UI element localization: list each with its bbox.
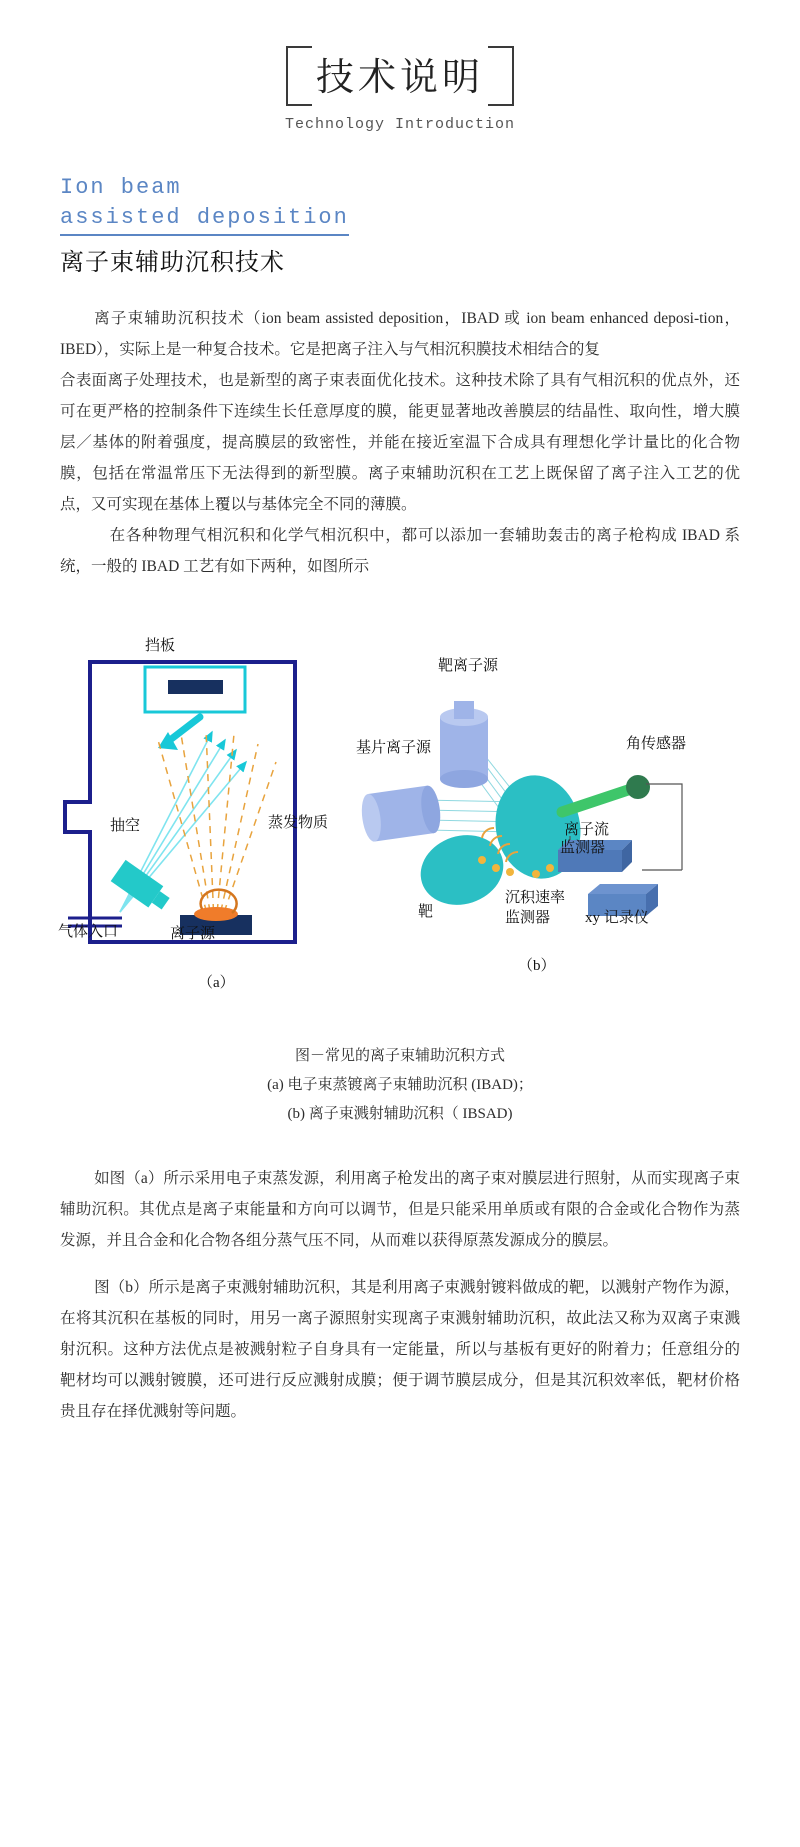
figure-ibad-diagram — [50, 622, 730, 1012]
body-text — [60, 303, 740, 582]
section-chinese-heading: 离子束辅助沉积技术 — [60, 250, 285, 276]
section-heading — [60, 173, 740, 277]
label-evaporant: 蒸发物质 — [268, 815, 329, 831]
paragraph-1: 离子束辅助沉积技术（ion beam assisted deposition，IBAD 或 ion beam enhanced deposi-tion，IBED），实际上是一种复合技术。它是把离子注入与气相沉积膜技术相结合的复 — [60, 310, 740, 358]
figure-a-chamber — [58, 636, 328, 991]
label-target-ion-source: 靶离子源 — [438, 658, 499, 674]
bracket-left-decoration — [286, 46, 312, 106]
label-pump: 抽空 — [110, 818, 141, 834]
label-baffle: 挡板 — [145, 638, 176, 654]
tail-paragraph-1: 如图（a）所示采用电子束蒸发源，利用离子枪发出的离子束对膜层进行照射，从而实现离子束辅助沉积。其优点是离子束能量和方向可以调节，但是只能采用单质或有限的合金或化合物作为蒸发源，并且合金和化合物各组分蒸气压不同，从而难以获得原蒸发源成分的膜层。 — [60, 1170, 740, 1249]
paragraph-2: 合表面离子处理技术，也是新型的离子束表面优化技术。这种技术除了具有气相沉积的优点外，还可在更严格的控制条件下连续生长任意厚度的膜，能更显著地改善膜层的结晶性、取向性，增大膜层／基体的附着强度，提高膜层的致密性，并能在接近室温下合成具有理想化学计量比的化合物膜，包括在常温常压下无法得到的新型膜。离子束辅助沉积在工艺上既保留了离子注入工艺的优点，又可实现在基体上覆以与基体完全不同的薄膜。 — [60, 372, 740, 513]
section-english-line1: Ion beam — [60, 175, 182, 200]
figure-caption — [60, 1042, 740, 1129]
label-ion-source: 离子源 — [170, 926, 216, 942]
label-ion-current-1: 离子流 — [564, 822, 610, 838]
label-figure-a: （a） — [198, 975, 235, 991]
label-gas-inlet: 气体入口 — [58, 924, 119, 940]
caption-line-1: 图－常见的离子束辅助沉积方式 — [294, 1048, 505, 1064]
label-deposition-rate-1: 沉积速率 — [505, 890, 566, 906]
tail-text — [60, 1163, 740, 1427]
label-deposition-rate-2: 监测器 — [505, 910, 551, 926]
title-box — [286, 46, 514, 108]
section-english-line2: assisted deposition — [60, 203, 349, 236]
label-angle-sensor: 角传感器 — [626, 736, 687, 752]
label-target: 靶 — [418, 904, 434, 920]
label-figure-b: （b） — [518, 958, 556, 974]
page-title: 技术说明 — [315, 57, 484, 99]
caption-line-2: (a) 电子束蒸镀离子束辅助沉积 (IBAD)； — [267, 1077, 533, 1093]
caption-line-3: (b) 离子束溅射辅助沉积（ IBSAD) — [287, 1106, 513, 1122]
page-header — [60, 0, 740, 133]
page-subtitle: Technology Introduction — [284, 116, 516, 133]
paragraph-3: 在各种物理气相沉积和化学气相沉积中，都可以添加一套辅助轰击的离子枪构成 IBAD 系统，一般的 IBAD 工艺有如下两种，如图所示 — [60, 527, 740, 575]
figure-b-sputtering — [356, 656, 686, 974]
label-xy-recorder: xy 记录仪 — [585, 910, 649, 926]
label-ion-current-2: 监测器 — [560, 840, 606, 856]
bracket-right-decoration — [488, 46, 514, 106]
label-substrate-ion-source: 基片离子源 — [356, 740, 432, 756]
tail-paragraph-2: 图（b）所示是离子束溅射辅助沉积，其是利用离子束溅射镀料做成的靶，以溅射产物作为源，在将其沉积在基板的同时，用另一离子源照射实现离子束溅射辅助沉积，故此法又称为双离子束溅射沉积。这种方法优点是被溅射粒子自身具有一定能量，所以与基板有更好的附着力；任意组分的靶材均可以溅射镀膜，还可进行反应溅射成膜；便于调节膜层成分，但是其沉积效率低，靶材价格贵且存在择优溅射等问题。 — [60, 1278, 740, 1420]
